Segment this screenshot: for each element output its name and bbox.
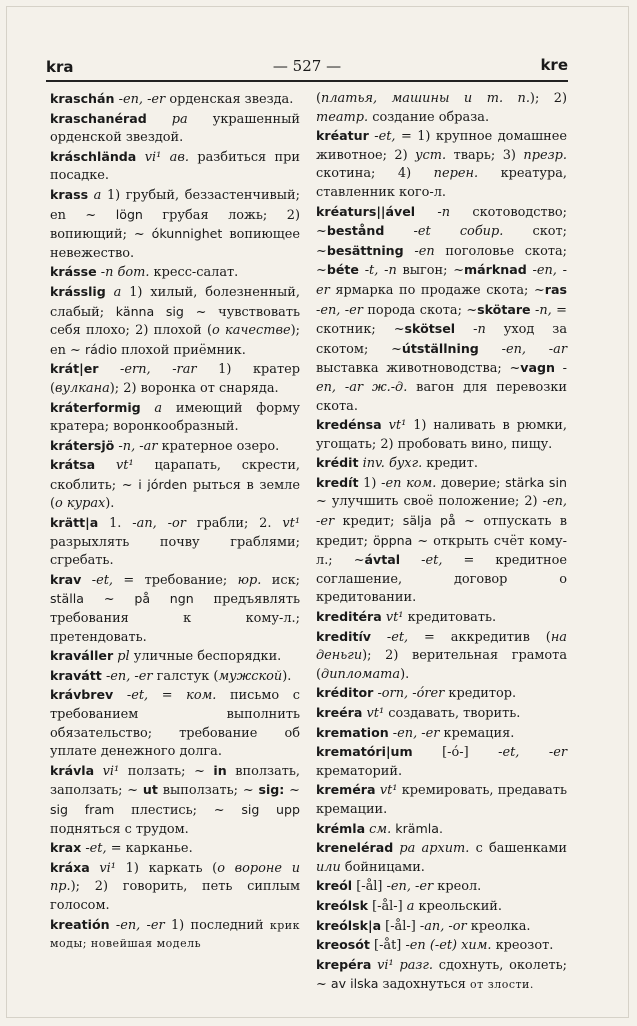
translation-text: [-ål-] bbox=[381, 918, 420, 934]
grammar-note: -en bbox=[403, 243, 435, 259]
grammar-note: a bbox=[105, 284, 122, 300]
translation-text: ). bbox=[105, 496, 115, 512]
swedish-phrase: sälja på bbox=[402, 513, 456, 529]
header-first-word: kra bbox=[46, 58, 74, 76]
swedish-phrase: känna sig bbox=[115, 303, 184, 319]
compound-headword: vagn bbox=[520, 360, 555, 376]
translation-text: кредит; bbox=[334, 514, 403, 530]
compound-headword: in bbox=[213, 762, 227, 778]
translation-text: [-ål] bbox=[352, 879, 387, 895]
header-rule bbox=[46, 80, 568, 82]
dictionary-entry bbox=[316, 820, 567, 840]
grammar-note: уст. bbox=[415, 147, 447, 163]
swedish-phrase: rádio bbox=[84, 341, 118, 357]
translation-text: крематорий. bbox=[316, 763, 403, 779]
grammar-note: -n, -ar bbox=[114, 438, 158, 454]
grammar-note: -et, bbox=[81, 841, 107, 857]
dictionary-entry bbox=[316, 684, 567, 704]
translation-text: поголовье скота; ~ bbox=[316, 243, 567, 279]
grammar-note: см. bbox=[365, 821, 392, 837]
dictionary-entry bbox=[50, 263, 300, 283]
headword: kréditor bbox=[316, 685, 374, 701]
compound-headword: ávtal bbox=[364, 552, 401, 568]
grammar-note: -an, -or bbox=[419, 918, 467, 934]
grammar-note: vt¹ bbox=[381, 610, 404, 626]
translation-text: ~ bbox=[83, 592, 135, 608]
translation-text: разбиться при посадке. bbox=[50, 149, 300, 184]
headword: krávbrev bbox=[50, 687, 114, 703]
translation-text: выползать; ~ bbox=[157, 783, 259, 799]
swedish-phrase: sig fram bbox=[50, 801, 115, 817]
grammar-note: -t, -n bbox=[358, 263, 397, 279]
header-last-word: kre bbox=[540, 56, 568, 74]
translation-text: 1) последний bbox=[164, 917, 270, 933]
translation-text: создавать, творить. bbox=[384, 706, 521, 721]
headword: kráxa bbox=[50, 859, 90, 875]
dictionary-entry bbox=[50, 916, 300, 954]
translation-text: ~ улучшить своё положение; 2) bbox=[316, 494, 543, 510]
translation-text: ); 2) говорить, петь сиплым голосом. bbox=[50, 879, 300, 913]
compound-headword: útställning bbox=[401, 340, 479, 356]
translation-text: = аккредитив ( bbox=[408, 629, 551, 645]
headword: krásse bbox=[50, 264, 97, 280]
headword: kreólsk bbox=[316, 897, 368, 913]
dictionary-entry bbox=[50, 762, 300, 839]
grammar-note: дипломата bbox=[321, 666, 401, 682]
translation-text: выгон; ~ bbox=[396, 263, 465, 279]
grammar-note: -en, -er bbox=[114, 92, 166, 107]
dictionary-entry bbox=[316, 608, 567, 628]
translation-text: письмо с требованием выполнить обязательство; требование об уплате денежного долга. bbox=[50, 688, 300, 760]
grammar-note: -ern, -rar bbox=[98, 362, 197, 378]
left-column bbox=[50, 90, 300, 954]
dictionary-entry bbox=[316, 936, 567, 956]
translation-text: подняться с трудом. bbox=[50, 821, 189, 837]
dictionary-entry bbox=[50, 686, 300, 761]
swedish-phrase: i jórden bbox=[138, 476, 188, 492]
dictionary-entry bbox=[50, 437, 300, 457]
translation-text: вопиющее невежество. bbox=[50, 227, 300, 261]
headword: kraschán bbox=[50, 91, 115, 106]
headword: krass bbox=[50, 186, 89, 202]
dictionary-entry bbox=[316, 416, 567, 454]
dictionary-entry bbox=[50, 110, 300, 148]
headword: kraváller bbox=[50, 648, 114, 664]
headword: krát|er bbox=[50, 361, 99, 377]
translation-text: ~ отпускать в кредит; bbox=[316, 514, 567, 549]
translation-text: порода скота; ~ bbox=[362, 302, 478, 318]
headword: kravátt bbox=[50, 667, 102, 683]
grammar-note: театр. bbox=[316, 109, 369, 125]
headword: kraschanérad bbox=[50, 110, 147, 126]
dictionary-entry bbox=[316, 628, 567, 685]
right-column bbox=[316, 90, 567, 995]
grammar-note: -en, -ar ж.-д. bbox=[316, 361, 567, 395]
grammar-note: -et, bbox=[371, 629, 409, 645]
compound-headword: bestånd bbox=[326, 223, 385, 239]
translation-text: плестись; ~ bbox=[114, 802, 242, 818]
grammar-note: -en, -er bbox=[316, 302, 363, 318]
translation-text: ползать; ~ bbox=[119, 763, 214, 779]
translation-text: бойницами. bbox=[340, 859, 425, 875]
translation-text: ~ bbox=[284, 783, 300, 799]
dictionary-entry bbox=[50, 514, 300, 571]
grammar-note: -n, bbox=[530, 302, 552, 318]
grammar-note: vi¹ bbox=[89, 860, 116, 876]
translation-text: ~ чувствовать себя плохо; 2) плохой ( bbox=[50, 304, 301, 339]
swedish-phrase: lögn bbox=[115, 206, 143, 222]
grammar-note: мужской bbox=[218, 668, 283, 684]
grammar-note: -en, -er bbox=[101, 668, 153, 684]
grammar-note: презр. bbox=[523, 147, 567, 163]
grammar-note: a bbox=[406, 898, 415, 914]
dictionary-entry bbox=[50, 456, 300, 514]
page-number: — 527 — bbox=[272, 57, 342, 75]
grammar-note: юр. bbox=[237, 572, 262, 588]
translation-text: кратерное озеро. bbox=[157, 438, 280, 454]
headword: kreatión bbox=[50, 916, 110, 932]
translation-text: доверие; bbox=[436, 475, 506, 491]
dictionary-entry bbox=[50, 571, 300, 647]
grammar-note: -en, -er bbox=[386, 879, 434, 895]
translation-text: скот; ~ bbox=[316, 224, 568, 259]
translation-text: ); 2) воронка от снаряда. bbox=[109, 380, 279, 396]
grammar-note: -en, -er bbox=[316, 494, 567, 530]
translation-text: сдохнуть, околеть; ~ bbox=[316, 957, 567, 993]
grammar-note: -et, bbox=[368, 129, 396, 145]
running-header bbox=[46, 56, 568, 78]
headword: kréatur bbox=[316, 128, 369, 144]
grammar-note: -en ком. bbox=[381, 475, 437, 491]
swedish-phrase: av ilska bbox=[330, 976, 379, 992]
translation-text: ярмарка по продаже скота; ~ bbox=[329, 282, 545, 298]
translation-text: с башенками bbox=[469, 841, 567, 857]
translation-text: 1) хилый, болезненный, слабый; bbox=[50, 284, 300, 320]
swedish-phrase: öppna bbox=[372, 532, 413, 548]
translation-text: ); en ~ bbox=[50, 323, 300, 358]
headword: kremation bbox=[316, 724, 389, 740]
translation-text: иск; bbox=[261, 572, 300, 588]
translation-text: скотоводство; ~ bbox=[316, 204, 567, 240]
translation-text: 1) грубый, беззастенчивый; en ~ bbox=[50, 187, 300, 223]
compound-headword: béte bbox=[326, 262, 359, 278]
translation-text: = кредитное соглашение, договор о кредитовании. bbox=[316, 553, 567, 606]
translation-text: креолка. bbox=[466, 918, 531, 934]
grammar-note: -en (-et) хим. bbox=[405, 938, 492, 954]
dictionary-entry bbox=[316, 90, 567, 127]
translation-text: рыться в земле ( bbox=[50, 477, 300, 512]
translation-text: украшенный орденской звездой. bbox=[50, 111, 300, 146]
translation-text: креол. bbox=[433, 879, 482, 895]
dictionary-entry bbox=[50, 399, 300, 437]
translation-text: кресс-салат. bbox=[149, 265, 239, 281]
translation-text: 1) кратер ( bbox=[50, 362, 301, 396]
grammar-note: на деньги bbox=[316, 629, 567, 664]
grammar-note: vt¹ bbox=[375, 783, 398, 799]
headword: kredénsa bbox=[316, 417, 382, 433]
grammar-note: vt¹ bbox=[95, 458, 134, 474]
compound-headword: skötare bbox=[477, 301, 531, 317]
dictionary-entry bbox=[50, 283, 300, 360]
dictionary-entry bbox=[316, 839, 567, 877]
trailing-text: крик моды; новейшая модель bbox=[50, 918, 301, 951]
headword: kredít bbox=[316, 474, 359, 490]
translation-text: кремация. bbox=[439, 725, 515, 741]
grammar-note: -en, -er bbox=[316, 263, 567, 298]
dictionary-entry bbox=[316, 743, 567, 781]
translation-text: креозот. bbox=[491, 938, 554, 954]
grammar-note: pa bbox=[146, 111, 188, 127]
dictionary-entry bbox=[316, 454, 567, 474]
translation-text: предъявлять требования к кому-л.; претендовать. bbox=[50, 592, 300, 645]
dictionary-entry bbox=[316, 877, 567, 897]
grammar-note: платья, машины и т. п. bbox=[321, 91, 530, 106]
translation-text: выставка животноводства; ~ bbox=[316, 361, 521, 377]
headword: krenelérad bbox=[316, 840, 394, 856]
grammar-note: -n бот. bbox=[96, 265, 150, 281]
compound-headword: skötsel bbox=[404, 321, 456, 337]
grammar-note: vt¹ bbox=[381, 418, 407, 434]
dictionary-entry bbox=[50, 186, 300, 263]
headword: krávla bbox=[50, 762, 95, 778]
headword: krátersjö bbox=[50, 437, 115, 453]
dictionary-entry bbox=[50, 148, 300, 186]
dictionary-entry bbox=[316, 724, 567, 744]
translation-text: ). bbox=[282, 668, 292, 684]
dictionary-entry bbox=[50, 90, 300, 110]
translation-text: грабли; 2. bbox=[185, 516, 283, 532]
grammar-note: перен. bbox=[433, 166, 479, 182]
translation-text: [-ó-] bbox=[412, 745, 499, 761]
translation-text: 1) bbox=[358, 475, 382, 491]
translation-text: уход за скотом; ~ bbox=[316, 322, 568, 357]
headword: kreditéra bbox=[316, 609, 382, 625]
swedish-phrase: krämla. bbox=[395, 820, 443, 836]
headword: krax bbox=[50, 840, 82, 856]
translation-text: кредит. bbox=[422, 456, 478, 472]
grammar-note: vi¹ bbox=[94, 763, 120, 779]
translation-text: 1) каркать ( bbox=[115, 860, 218, 876]
dictionary-entry bbox=[50, 859, 300, 916]
translation-text: задохнуться bbox=[378, 977, 470, 993]
grammar-note: -n bbox=[415, 204, 451, 220]
grammar-note: -an, -or bbox=[132, 516, 186, 532]
swedish-phrase: ställa bbox=[50, 591, 84, 607]
grammar-note: vt¹ bbox=[362, 706, 385, 721]
grammar-note: inv. бухг. bbox=[358, 456, 423, 472]
grammar-note: vi¹ разг. bbox=[371, 957, 434, 973]
translation-text: = скотник; ~ bbox=[316, 302, 567, 338]
translation-text: [-ål-] bbox=[367, 898, 407, 914]
translation-text: разрыхлять почву граблями; сгребать. bbox=[50, 534, 300, 569]
grammar-note: -en, -er bbox=[109, 917, 165, 933]
grammar-note: -orn, -órer bbox=[373, 686, 445, 702]
swedish-phrase: sig upp bbox=[241, 801, 300, 817]
dictionary-entry bbox=[316, 917, 567, 937]
translation-text: вползать, заползать; ~ bbox=[50, 763, 301, 799]
translation-text: орденская звезда. bbox=[165, 92, 294, 107]
headword: kráterformig bbox=[50, 399, 141, 415]
compound-headword: márknad bbox=[464, 262, 527, 278]
grammar-note: о вороне и пр. bbox=[50, 860, 301, 895]
translation-text: 1) наливать в рюмки, угощать; 2) пробовать вино, пищу. bbox=[316, 418, 567, 452]
translation-text: царапать, скрести, скоблить; ~ bbox=[50, 458, 301, 493]
grammar-note: -en, -er bbox=[388, 725, 440, 741]
translation-text: креольский. bbox=[414, 898, 502, 914]
translation-text: = 1) крупное домашнее животное; 2) bbox=[316, 129, 567, 163]
dictionary-entry bbox=[50, 360, 300, 398]
translation-text: скотина; 4) bbox=[316, 166, 434, 182]
headword: krátsa bbox=[50, 457, 96, 473]
swedish-phrase: stärka sin bbox=[505, 474, 567, 490]
translation-text: кредитор. bbox=[444, 686, 517, 702]
translation-text: создание образа. bbox=[368, 109, 490, 125]
grammar-note: -en, -ar bbox=[478, 341, 567, 357]
grammar-note: о качестве bbox=[212, 323, 291, 339]
translation-text: ~ открыть счёт кому-л.; ~ bbox=[316, 533, 567, 569]
grammar-note: -n bbox=[455, 322, 486, 338]
headword: krepéra bbox=[316, 956, 372, 972]
dictionary-entry bbox=[316, 127, 567, 202]
headword: kreólsk|a bbox=[316, 917, 382, 933]
compound-headword: sig: bbox=[258, 782, 285, 798]
grammar-note: -et собир. bbox=[384, 224, 504, 240]
grammar-note: вулкана bbox=[55, 380, 110, 396]
dictionary-entry bbox=[316, 956, 567, 995]
dictionary-entry bbox=[316, 203, 567, 417]
translation-text: ); 2) bbox=[529, 91, 568, 106]
translation-text: ); 2) верительная грамота ( bbox=[316, 648, 567, 682]
grammar-note: или bbox=[316, 859, 341, 875]
grammar-note: -et, bbox=[81, 572, 113, 588]
translation-text: креатура, ставленник кого-л. bbox=[316, 166, 567, 200]
headword: krédit bbox=[316, 455, 359, 471]
grammar-note: -et, bbox=[113, 688, 149, 704]
translation-text: тварь; 3) bbox=[446, 147, 524, 163]
dictionary-entry bbox=[316, 781, 567, 819]
swedish-phrase: på ngn bbox=[134, 591, 194, 607]
headword: krematóri|um bbox=[316, 744, 413, 760]
headword: kreméra bbox=[316, 782, 376, 798]
grammar-note: a bbox=[140, 400, 163, 416]
headword: krätt|a bbox=[50, 515, 99, 531]
translation-text: плохой приёмник. bbox=[117, 342, 246, 358]
translation-text: грубая ложь; 2) вопиющий; ~ bbox=[50, 207, 300, 243]
grammar-note: vt¹ bbox=[282, 516, 300, 532]
headword: krémla bbox=[316, 820, 366, 836]
trailing-text: от злости. bbox=[470, 978, 534, 992]
dictionary-entry bbox=[50, 667, 300, 687]
grammar-note: pa архит. bbox=[393, 841, 470, 857]
translation-text: кремировать, предавать кремации. bbox=[316, 783, 567, 817]
dictionary-entry bbox=[316, 474, 567, 608]
headword: kréaturs||ável bbox=[316, 203, 416, 219]
translation-text: ( bbox=[316, 91, 322, 106]
translation-text: вагон для перевозки скота. bbox=[316, 379, 567, 414]
dictionary-entry bbox=[316, 704, 567, 724]
translation-text: галстук ( bbox=[152, 668, 219, 684]
grammar-note: a bbox=[88, 187, 102, 203]
translation-text: 1. bbox=[98, 516, 133, 532]
compound-headword: ras bbox=[544, 281, 567, 297]
swedish-phrase: ókunnighet bbox=[151, 226, 223, 242]
dictionary-entry bbox=[50, 839, 300, 859]
compound-headword: besättning bbox=[326, 242, 404, 258]
translation-text: кредитовать. bbox=[403, 610, 497, 626]
translation-text: = карканье. bbox=[106, 841, 193, 857]
translation-text: [-åt] bbox=[369, 938, 406, 954]
translation-text: уличные беспорядки. bbox=[129, 649, 282, 665]
grammar-note: ком. bbox=[186, 688, 217, 704]
dictionary-entry bbox=[50, 647, 300, 667]
headword: krav bbox=[50, 571, 82, 587]
headword: kreditív bbox=[316, 628, 372, 644]
grammar-note: -et, bbox=[400, 553, 443, 569]
headword: kreosót bbox=[316, 937, 370, 953]
translation-text: = bbox=[148, 688, 187, 704]
headword: krásslig bbox=[50, 283, 106, 299]
dictionary-entry bbox=[316, 897, 567, 917]
headword: kráschlända bbox=[50, 148, 137, 164]
grammar-note: -et, -er bbox=[498, 745, 567, 761]
grammar-note: о курах bbox=[55, 496, 106, 512]
grammar-note: pl bbox=[113, 649, 130, 665]
compound-headword: ut bbox=[142, 782, 158, 798]
grammar-note: vi¹ ав. bbox=[136, 149, 189, 165]
headword: kreéra bbox=[316, 705, 363, 720]
translation-text: ). bbox=[400, 666, 410, 682]
translation-text: имеющий форму кратера; воронкообразный. bbox=[50, 400, 300, 435]
translation-text: = требование; bbox=[112, 572, 238, 588]
headword: kreól bbox=[316, 878, 353, 894]
